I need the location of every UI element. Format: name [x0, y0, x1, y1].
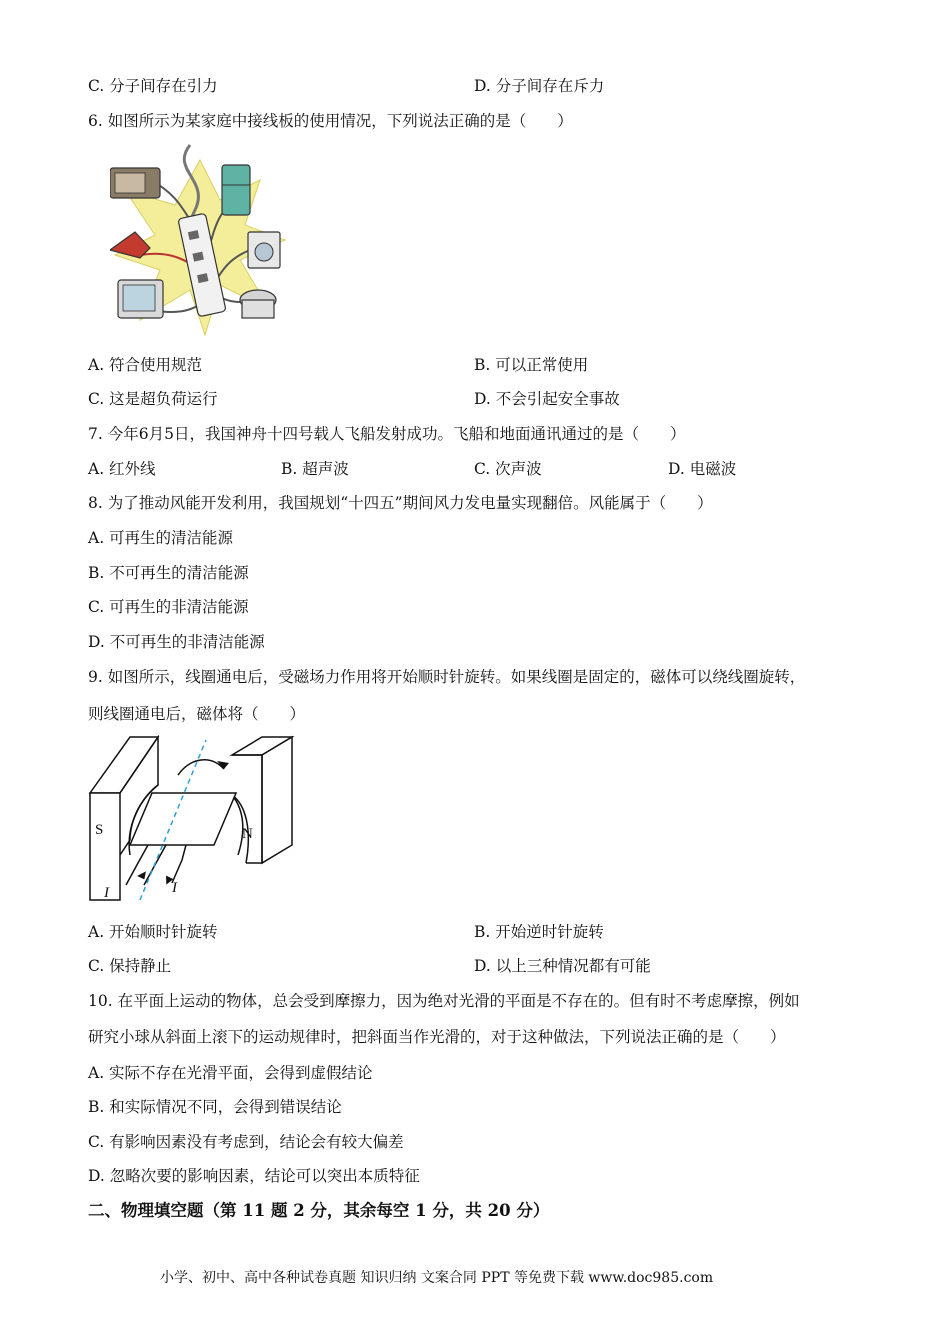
q8-option-c: C. 可再生的非清洁能源 — [88, 598, 249, 616]
q7-option-b: B. 超声波 — [281, 460, 349, 478]
q10-option-a: A. 实际不存在光滑平面，会得到虚假结论 — [88, 1064, 373, 1082]
q10-option-c: C. 有影响因素没有考虑到，结论会有较大偏差 — [88, 1133, 404, 1151]
motor-coil-diagram — [86, 735, 296, 905]
q7-option-c: C. 次声波 — [474, 460, 542, 478]
q9-option-d: D. 以上三种情况都有可能 — [474, 957, 651, 975]
q8-option-d: D. 不可再生的非清洁能源 — [88, 633, 265, 651]
q9-option-a: A. 开始顺时针旋转 — [88, 923, 218, 941]
motor-coil-figure — [86, 735, 296, 905]
q7-stem: 7. 今年6月5日，我国神舟十四号载人飞船发射成功。飞船和地面通讯通过的是（ ） — [88, 425, 686, 443]
q10-stem-line2: 研究小球从斜面上滚下的运动规律时，把斜面当作光滑的，对于这种做法，下列说法正确的是（ ） — [88, 1028, 786, 1046]
q9-stem-line1: 9. 如图所示，线圈通电后，受磁场力作用将开始顺时针旋转。如果线圈是固定的，磁体可以绕线圈旋转， — [88, 668, 806, 686]
current-label-1: I — [104, 885, 109, 901]
q10-option-d: D. 忽略次要的影响因素，结论可以突出本质特征 — [88, 1167, 420, 1185]
q8-option-a: A. 可再生的清洁能源 — [88, 529, 234, 547]
q10-stem-line1: 10. 在平面上运动的物体，总会受到摩擦力，因为绝对光滑的平面是不存在的。但有时不考虑摩擦，例如 — [88, 992, 800, 1010]
magnet-label-n: N — [242, 826, 253, 842]
q5-option-d: D. 分子间存在斥力 — [474, 77, 605, 95]
q7-option-a: A. 红外线 — [88, 460, 156, 478]
q10-option-b: B. 和实际情况不同，会得到错误结论 — [88, 1098, 342, 1116]
q6-option-b: B. 可以正常使用 — [474, 356, 589, 374]
power-strip-illustration — [110, 140, 290, 340]
q6-option-d: D. 不会引起安全事故 — [474, 390, 620, 408]
q9-option-b: B. 开始逆时针旋转 — [474, 923, 604, 941]
q9-option-c: C. 保持静止 — [88, 957, 172, 975]
power-strip-figure — [110, 140, 290, 340]
q8-option-b: B. 不可再生的清洁能源 — [88, 564, 249, 582]
section-2-heading: 二、物理填空题（第 11 题 2 分，其余每空 1 分，共 20 分） — [88, 1201, 550, 1220]
current-label-2: I — [172, 880, 177, 896]
q6-option-c: C. 这是超负荷运行 — [88, 390, 218, 408]
q6-option-a: A. 符合使用规范 — [88, 356, 203, 374]
q9-stem-line2: 则线圈通电后，磁体将（ ） — [88, 705, 306, 723]
page-footer: 小学、初中、高中各种试卷真题 知识归纳 文案合同 PPT 等免费下载 www.doc985.com — [160, 1270, 714, 1286]
magnet-label-s: S — [95, 822, 104, 838]
q5-option-c: C. 分子间存在引力 — [88, 77, 218, 95]
q8-stem: 8. 为了推动风能开发利用，我国规划“十四五”期间风力发电量实现翻倍。风能属于（ ） — [88, 494, 713, 512]
q6-stem: 6. 如图所示为某家庭中接线板的使用情况，下列说法正确的是（ ） — [88, 112, 573, 130]
q7-option-d: D. 电磁波 — [668, 460, 737, 478]
